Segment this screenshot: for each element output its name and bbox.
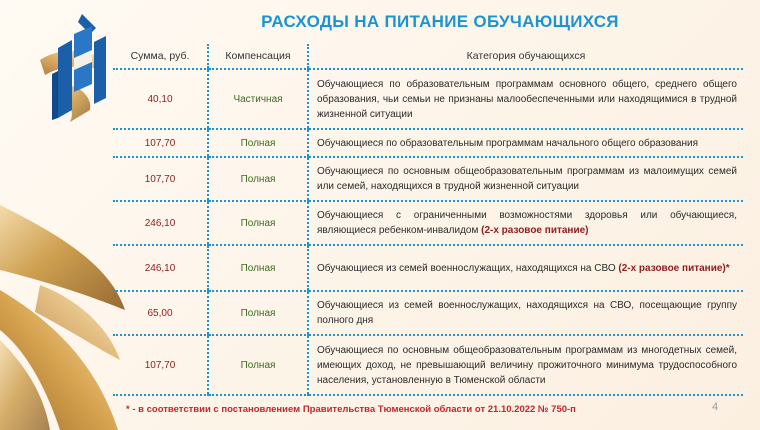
compensation-cell: Полная <box>208 157 308 201</box>
column-header-compensation: Компенсация <box>208 44 308 69</box>
sum-cell: 107,70 <box>113 129 208 157</box>
sum-cell: 246,10 <box>113 245 208 291</box>
column-header-sum: Сумма, руб. <box>113 44 208 69</box>
compensation-cell: Полная <box>208 291 308 335</box>
region-logo-icon <box>44 14 114 120</box>
sum-cell: 246,10 <box>113 201 208 245</box>
category-cell <box>308 291 743 335</box>
table-row <box>113 129 743 157</box>
category-text: Обучающиеся из семей военнослужащих, находящихся на СВО <box>317 262 616 274</box>
sum-cell: 65,00 <box>113 291 208 335</box>
category-text: Обучающиеся с ограниченными возможностями здоровья или обучающиеся, являющиеся ребенком-инвалидом <box>317 210 737 236</box>
compensation-cell: Частичная <box>208 69 308 129</box>
sum-cell: 40,10 <box>113 69 208 129</box>
footnote: * - в соответствии с постановлением Правительства Тюменской области от 21.10.2022 № 750-п <box>126 404 576 415</box>
category-cell <box>308 129 743 157</box>
category-text: Обучающиеся из семей военнослужащих, находящихся на СВО, посещающие группу полного дня <box>317 300 737 326</box>
meal-note: (2-х разовое питание)* <box>618 262 730 274</box>
compensation-cell: Полная <box>208 335 308 395</box>
table-row <box>113 335 743 395</box>
page-title: РАСХОДЫ НА ПИТАНИЕ ОБУЧАЮЩИХСЯ <box>261 12 619 31</box>
meal-note: (2-х разовое питание) <box>481 225 589 236</box>
category-text: Обучающиеся по основным общеобразовательным программам из малоимущих семей или семей, находящихся в трудной жизненной ситуации <box>317 166 737 192</box>
table-row <box>113 291 743 335</box>
compensation-cell: Полная <box>208 245 308 291</box>
sum-cell: 107,70 <box>113 335 208 395</box>
category-cell <box>308 201 743 245</box>
table-row <box>113 245 743 291</box>
category-cell <box>308 245 743 291</box>
category-text: Обучающиеся по образовательным программам начального общего образования <box>317 137 699 149</box>
table-header-row <box>113 44 743 69</box>
compensation-cell: Полная <box>208 129 308 157</box>
meal-expenses-table <box>113 44 743 396</box>
category-cell <box>308 69 743 129</box>
column-header-category: Категория обучающихся <box>308 44 743 69</box>
category-text: Обучающиеся по образовательным программам основного общего, среднего общего образования, чьи семьи не признаны малообеспеченными или находящимися в трудной жизненной ситуации <box>317 78 737 120</box>
page-number: 4 <box>712 401 719 413</box>
table-row <box>113 157 743 201</box>
category-cell <box>308 157 743 201</box>
category-text: Обучающиеся по основным общеобразовательным программам из многодетных семей, имеющих доход, не превышающий величину прожиточного минимума трудоспособного населения, установленную в Тюменской области <box>317 344 737 386</box>
sum-cell: 107,70 <box>113 157 208 201</box>
category-cell <box>308 335 743 395</box>
compensation-cell: Полная <box>208 201 308 245</box>
table-row <box>113 69 743 129</box>
table-row <box>113 201 743 245</box>
